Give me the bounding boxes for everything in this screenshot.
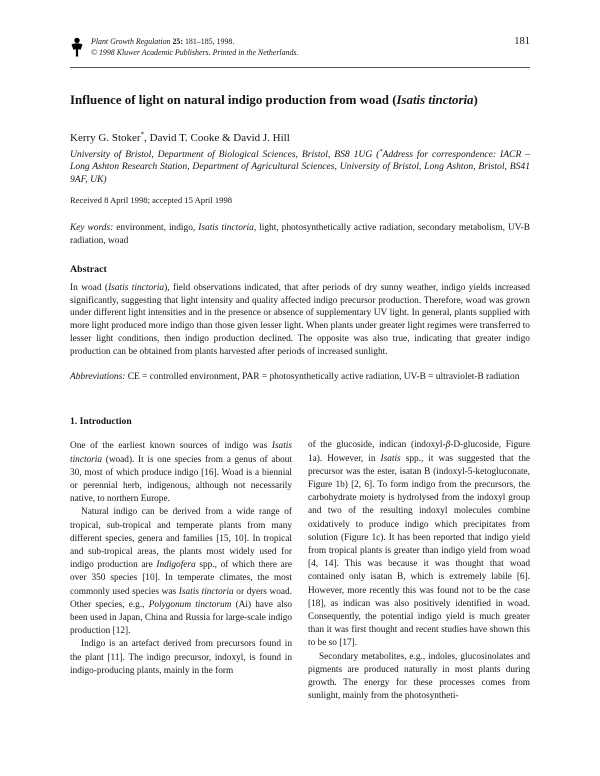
text-segment: environment, indigo, (113, 223, 199, 234)
text-segment: spp., it was suggested that the precursor was the ester, isatan B (indoxyl-5-ketogluconate, Figure 1b) [2, 6]. To form indigo from the precursors, the carbohydrate moiety is hydrolysed from the indoxyl group and two of the resulting indoxyl molecules combine oxidatively to produce indigo which precipitates from solution (Figure 1c). It has been reported that indigo yield from tropical plants is greater than indigo yield from woad [4, 14]. This was because it was thought that woad contained only isatan B, which is extremely labile [6]. However, more recently this was found not to be the case [18], as indican was also positively identified in woad. Consequently, the potential indigo yield is much greater than it was first thought and recent studies have shown this to be so [17]. (308, 453, 530, 649)
paragraph (308, 651, 530, 704)
text-segment: Key words: (70, 223, 114, 234)
header-rule (70, 67, 530, 68)
text-segment: Isatis tinctoria (396, 93, 474, 107)
page-header (70, 36, 530, 62)
header-left (70, 36, 298, 62)
abstract-heading: Abstract (70, 263, 107, 275)
text-segment: CE = controlled environment, PAR = photosynthetically active radiation, UV-B = ultraviolet-B radiation (125, 371, 520, 382)
text-segment: Influence of light on natural indigo production from woad ( (70, 93, 397, 107)
text-segment: Address for correspondence: IACR – Long Ashton Research Station, Department of Agricultural Sciences, University of Bristol, Long Ashton, Bristol, BS41 9AF, UK) (70, 149, 530, 185)
paragraph (70, 638, 292, 678)
journal-citation (91, 37, 298, 48)
text-segment: One of the earliest known sources of indigo was (70, 441, 272, 452)
text-segment: , David T. Cooke & David J. Hill (144, 132, 290, 144)
affiliation (70, 149, 530, 186)
text-segment: Isatis (380, 453, 401, 464)
text-segment: ) (473, 93, 478, 107)
left-column (70, 416, 292, 703)
text-segment: Abbreviations: (70, 371, 126, 382)
publisher-logo-icon (70, 37, 84, 62)
text-segment: ), field observations indicated, that after periods of dry sunny weather, indigo yields increased significantly, suggesting that light intensity and quality affected indigo precursor production. Therefore, woad was grown under different light intensities and in the presence or absence of supplementary UV light. In general, plants supplied with more light produced more indigo than those given lesser light. When plants under greater light regimes were transferred to lesser light conditions, then indigo production declined. The opposite was also true, indicating that greater indigo production can be obtained from plants harvested after periods of increased sunlight. (70, 282, 530, 357)
page-number: 181 (514, 36, 530, 47)
abstract-text (70, 282, 530, 359)
paragraph (70, 440, 292, 506)
authors-line (70, 132, 530, 144)
left-column-text (70, 440, 292, 678)
text-segment: of the glucoside, indican (indoxyl- (308, 440, 446, 451)
text-segment: University of Bristol, Department of Biological Sciences, Bristol, BS8 1UG ( (70, 149, 380, 160)
text-segment: Polygonum tinctorum (148, 599, 232, 610)
text-segment: (woad). It is one species from a genus of about 30, most of which produce indigo [16]. Woad is a biennial or perennial herb, indigenous, although not necessarily native, to northern Europe. (70, 454, 292, 505)
text-segment: β (445, 440, 451, 451)
text-segment: Isatis tinctoria (178, 586, 234, 597)
text-segment: Secondary metabolites, e.g., indoles, glucosinolates and pigments are produced naturally in most plants during growth. The energy for these processes comes from sunlight, mainly from the photosyntheti- (308, 651, 530, 702)
text-segment: * (379, 147, 383, 155)
text-segment: Isatis tinctoria (70, 441, 292, 465)
text-segment: Isatis tinctoria (108, 282, 165, 293)
keywords (70, 222, 530, 248)
text-segment: or dyers woad. Other species, e.g., (70, 586, 292, 610)
journal-info (91, 36, 298, 62)
text-segment: Plant Growth Regulation (91, 37, 171, 46)
copyright-line (91, 48, 298, 59)
text-segment: Kerry G. Stoker (70, 132, 141, 144)
paragraph (308, 439, 530, 650)
text-segment: -D-glucoside, Figure 1a). However, in (308, 440, 530, 464)
paragraph (70, 506, 292, 638)
article-body (70, 416, 530, 703)
right-column-text (308, 439, 530, 703)
text-segment: Isatis tinctoria (198, 223, 254, 234)
text-segment: spp., of which there are over 350 species [10]. In temperate climates, the most commonly used species was (70, 560, 292, 597)
text-segment: Indigofera (156, 560, 196, 571)
text-segment: In woad ( (70, 282, 109, 293)
text-segment: © 1998 Kluwer Academic Publishers. Printed in the Netherlands. (91, 47, 299, 57)
text-segment: Natural indigo can be derived from a wide range of tropical, sub-tropical and temperate plants from many different species, genera and families [15, 10]. In tropical and sub-tropical areas, the plants most widely used for indigo production are (70, 507, 292, 571)
text-segment: , light, photosynthetically active radiation, secondary metabolism, UV-B radiation, woad (70, 223, 531, 247)
article-title (70, 92, 530, 109)
received-dates: Received 8 April 1998; accepted 15 April 1998 (70, 195, 233, 206)
section-heading-introduction: 1. Introduction (70, 416, 132, 428)
text-segment: (Ai) have also been used in Japan, China and Russia for large-scale indigo production [12]. (70, 599, 292, 637)
text-segment: Indigo is an artefact derived from precursors found in the plant [11]. The indigo precursor, indoxyl, is found in indigo-producing plants, mainly in the form (70, 639, 292, 676)
text-segment: 181–185, 1998. (183, 37, 235, 46)
text-segment: * (140, 130, 145, 139)
right-column (308, 416, 530, 703)
abbreviations-line (70, 371, 530, 384)
text-segment: 25: (172, 37, 184, 46)
